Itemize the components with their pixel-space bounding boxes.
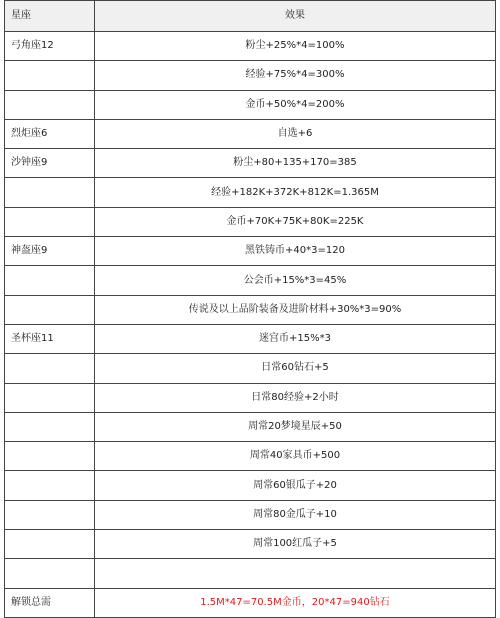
constellation-cell <box>5 178 95 207</box>
effect-cell: 金币+50%*4=200% <box>95 90 496 119</box>
table-row <box>5 559 496 588</box>
constellation-cell: 圣杯座11 <box>5 324 95 353</box>
table-row <box>5 354 496 383</box>
effect-cell: 粉尘+25%*4=100% <box>95 32 496 61</box>
table-row <box>5 237 496 266</box>
constellation-cell: 弓角座12 <box>5 32 95 61</box>
effect-cell: 黑铁铸币+40*3=120 <box>95 237 496 266</box>
table-row <box>5 178 496 207</box>
constellation-cell <box>5 295 95 324</box>
table-row <box>5 500 496 529</box>
effect-cell: 周常100红瓜子+5 <box>95 530 496 559</box>
table-header <box>5 1 496 32</box>
effect-cell: 经验+75%*4=300% <box>95 61 496 90</box>
effect-cell: 公会币+15%*3=45% <box>95 266 496 295</box>
effect-cell: 日常60钻石+5 <box>95 354 496 383</box>
constellation-cell <box>5 442 95 471</box>
header-effect: 效果 <box>95 1 496 32</box>
constellation-cell <box>5 90 95 119</box>
table-row <box>5 442 496 471</box>
effect-cell: 周常80金瓜子+10 <box>95 500 496 529</box>
effect-cell: 周常20梦境星辰+50 <box>95 412 496 441</box>
effect-cell: 周常60银瓜子+20 <box>95 471 496 500</box>
constellation-cell <box>5 354 95 383</box>
constellation-cell <box>5 61 95 90</box>
table-row <box>5 412 496 441</box>
table-row <box>5 149 496 178</box>
table-row <box>5 324 496 353</box>
table-row <box>5 207 496 236</box>
constellation-cell <box>5 500 95 529</box>
constellation-cell <box>5 530 95 559</box>
total-row <box>5 588 496 617</box>
constellation-cell <box>5 207 95 236</box>
constellation-effects-table <box>4 0 496 618</box>
effect-cell: 迷宫币+15%*3 <box>95 324 496 353</box>
table-row <box>5 119 496 148</box>
table-body <box>5 32 496 618</box>
effect-cell: 日常80经验+2小时 <box>95 383 496 412</box>
table-row <box>5 530 496 559</box>
effect-cell: 传说及以上品阶装备及进阶材料+30%*3=90% <box>95 295 496 324</box>
effect-cell: 周常40家具币+500 <box>95 442 496 471</box>
constellation-cell <box>5 559 95 588</box>
effect-cell: 经验+182K+372K+812K=1.365M <box>95 178 496 207</box>
constellation-cell: 沙钟座9 <box>5 149 95 178</box>
total-value: 1.5M*47=70.5M金币，20*47=940钻石 <box>95 588 496 617</box>
constellation-cell <box>5 383 95 412</box>
effect-cell: 粉尘+80+135+170=385 <box>95 149 496 178</box>
total-label: 解锁总需 <box>5 588 95 617</box>
effect-cell: 自选+6 <box>95 119 496 148</box>
table-row <box>5 471 496 500</box>
constellation-cell <box>5 471 95 500</box>
table-row <box>5 295 496 324</box>
constellation-cell: 神盔座9 <box>5 237 95 266</box>
table-row <box>5 61 496 90</box>
table-row <box>5 266 496 295</box>
constellation-cell: 烈炬座6 <box>5 119 95 148</box>
header-row <box>5 1 496 32</box>
constellation-cell <box>5 412 95 441</box>
header-constellation: 星座 <box>5 1 95 32</box>
table-row <box>5 383 496 412</box>
table-row <box>5 90 496 119</box>
effect-cell <box>95 559 496 588</box>
table-row <box>5 32 496 61</box>
constellation-cell <box>5 266 95 295</box>
effect-cell: 金币+70K+75K+80K=225K <box>95 207 496 236</box>
